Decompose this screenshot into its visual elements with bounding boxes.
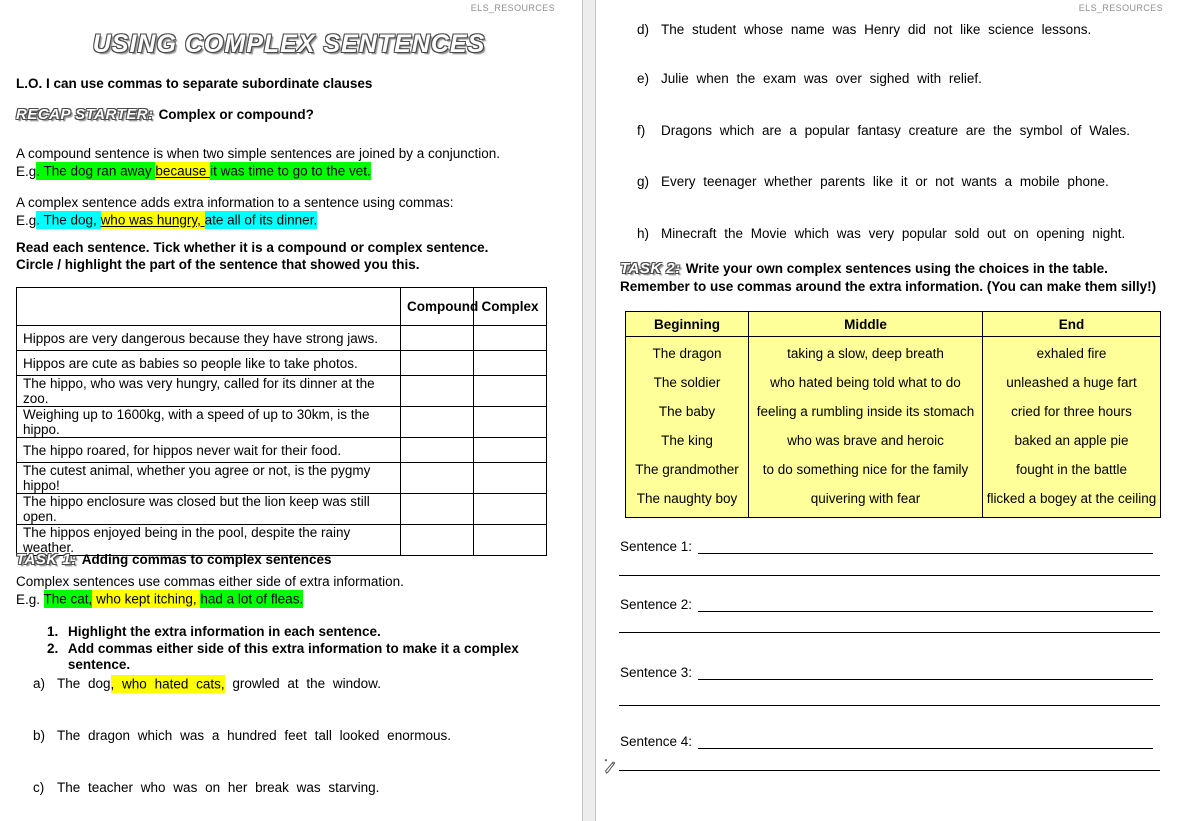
tick-cell-complex[interactable] (474, 525, 547, 556)
tick-cell-compound[interactable] (401, 351, 474, 376)
header-beginning: Beginning (626, 312, 749, 337)
table-row (17, 326, 547, 351)
highlight-cyan-segment: ate all of its dinner. (204, 212, 318, 228)
highlight-yellow-segment: who was hungry, (100, 212, 205, 228)
step-text: Highlight the extra information in each sentence. (68, 624, 381, 639)
task1-label: TASK 1: (16, 551, 77, 568)
page-2 (596, 0, 1177, 821)
sentence-2-row (620, 595, 1153, 612)
question-b (33, 728, 451, 743)
sentence-1-label: Sentence 1: (620, 539, 693, 554)
task1-example (16, 591, 404, 609)
sentence-cell: The hippos enjoyed being in the pool, despite the rainy weather. (17, 525, 401, 556)
table-row (17, 376, 547, 407)
choice-item: who hated being told what to do (770, 375, 961, 390)
recap-starter-label: RECAP STARTER: (16, 106, 154, 123)
question-e (637, 71, 982, 86)
question-label: f) (637, 123, 646, 138)
complex-explainer (16, 194, 453, 229)
sentence-choices-table (625, 311, 1161, 518)
task2-heading-line1 (620, 260, 1156, 278)
question-text: Dragons which are a popular fantasy creature are the symbol of Wales. (661, 123, 1130, 138)
watermark-left: ELS_RESOURCES (470, 3, 555, 13)
question-text: The dragon which was a hundred feet tall looked enormous. (57, 728, 451, 743)
sentence-cell: The hippo enclosure was closed but the lion keep was still open. (17, 494, 401, 525)
tick-cell-compound[interactable] (401, 463, 474, 494)
eg-prefix: E.g (16, 163, 37, 179)
table-header-row (17, 288, 547, 326)
complex-example (16, 212, 453, 230)
recap-starter-heading (16, 106, 314, 124)
complex-intro: A complex sentence adds extra information to a sentence using commas: (16, 195, 454, 210)
sentence-cell: The hippo roared, for hippos never wait for their food. (17, 438, 401, 463)
table-instructions (16, 240, 488, 273)
tick-cell-complex[interactable] (474, 494, 547, 525)
sentence-1-write-line[interactable] (698, 537, 1153, 554)
page-1 (0, 0, 582, 821)
sentence-3-label: Sentence 3: (620, 665, 693, 680)
compound-example (16, 163, 500, 181)
tick-cell-complex[interactable] (474, 438, 547, 463)
question-d (637, 22, 1091, 37)
highlight-yellow-segment: , who hated cats, (110, 676, 225, 691)
sentence-cell: The cutest animal, whether you agree or not, is the pygmy hippo! (17, 463, 401, 494)
question-text (57, 676, 381, 691)
question-label: a) (33, 676, 46, 691)
compound-explainer (16, 145, 500, 180)
sentence-1-row (620, 537, 1153, 554)
recap-starter-title: Complex or compound? (158, 107, 314, 122)
sentence-cell: The hippo, who was very hungry, called for its dinner at the zoo. (17, 376, 401, 407)
tick-cell-compound[interactable] (401, 438, 474, 463)
watermark-right: ELS_RESOURCES (1078, 3, 1163, 13)
tick-cell-complex[interactable] (474, 463, 547, 494)
task1-heading (16, 551, 332, 569)
sentence-2-write-line[interactable] (698, 595, 1153, 612)
plain-segment: growled at the window. (224, 676, 381, 691)
table-row (17, 438, 547, 463)
end-column (983, 337, 1161, 518)
question-h (637, 226, 1125, 241)
question-label: g) (637, 174, 650, 189)
tick-cell-compound[interactable] (401, 376, 474, 407)
question-label: e) (637, 71, 650, 86)
learning-objective: L.O. I can use commas to separate subordinate clauses (16, 76, 373, 91)
task1-title: Adding commas to complex sentences (81, 552, 332, 567)
sentence-3-write-line[interactable] (698, 663, 1153, 680)
choice-item: taking a slow, deep breath (787, 346, 944, 361)
question-a (33, 676, 381, 691)
highlight-yellow-segment: because (155, 163, 211, 179)
header-complex: Complex (474, 288, 547, 326)
choice-item: unleashed a huge fart (1006, 375, 1137, 390)
highlight-yellow-segment: who kept itching, (92, 591, 201, 607)
sentence-3-continuation-line[interactable] (619, 689, 1160, 706)
sentence-4-continuation-line[interactable] (619, 754, 1160, 771)
choice-item: flicked a bogey at the ceiling (986, 491, 1157, 506)
highlight-green-segment: . The dog ran away (36, 163, 156, 179)
task1-steps (47, 624, 582, 674)
tick-cell-complex[interactable] (474, 326, 547, 351)
step-text: Add commas either side of this extra information to make it a complex sentence. (67, 640, 519, 672)
choice-item: fought in the battle (1015, 462, 1128, 477)
choice-item: exhaled fire (1036, 346, 1107, 361)
tick-cell-complex[interactable] (474, 351, 547, 376)
middle-column (749, 337, 983, 518)
task2-heading (620, 260, 1156, 296)
sentence-2-continuation-line[interactable] (619, 616, 1160, 633)
step-number: 2. (47, 640, 59, 656)
tick-cell-compound[interactable] (401, 407, 474, 438)
choice-item: feeling a rumbling inside its stomach (756, 404, 975, 419)
question-text: The teacher who was on her break was starving. (57, 780, 380, 795)
header-compound: Compound (401, 288, 474, 326)
question-f (637, 123, 1130, 138)
sentence-4-write-line[interactable] (698, 732, 1153, 749)
plain-segment: The dog (57, 676, 111, 691)
sentence-cell: Weighing up to 1600kg, with a speed of up to 30km, is the hippo. (17, 407, 401, 438)
question-label: b) (33, 728, 46, 743)
choice-item: The king (661, 433, 713, 448)
choices-header-row (626, 312, 1161, 337)
tick-cell-compound[interactable] (401, 326, 474, 351)
choice-item: The naughty boy (636, 491, 738, 506)
task1-body (16, 573, 404, 608)
choice-item: The dragon (652, 346, 722, 361)
choices-body-row (626, 337, 1161, 518)
question-label: d) (637, 22, 650, 37)
eg-prefix: E.g. (16, 591, 44, 607)
page-title: USING COMPLEX SENTENCES (92, 30, 486, 58)
question-label: h) (637, 226, 650, 241)
page-divider (582, 0, 596, 821)
sentence-cell: Hippos are cute as babies so people like to take photos. (17, 351, 401, 376)
task2-label: TASK 2: (620, 260, 681, 277)
instruction-line-2: Circle / highlight the part of the sentence that showed you this. (16, 256, 420, 272)
choice-item: cried for three hours (1011, 404, 1132, 419)
highlight-green-segment: had a lot of fleas. (200, 591, 304, 607)
header-end: End (983, 312, 1161, 337)
highlight-green-segment: it was time to go to the vet. (210, 163, 371, 179)
sentence-3-row (620, 663, 1153, 680)
sentence-4-label: Sentence 4: (620, 734, 693, 749)
task2-title: Write your own complex sentences using the choices in the table. (685, 261, 1108, 276)
choice-item: to do something nice for the family (762, 462, 969, 477)
header-middle: Middle (749, 312, 983, 337)
choice-item: quivering with fear (810, 491, 921, 506)
task2-heading-line2: Remember to use commas around the extra information. (You can make them silly!) (620, 279, 1157, 294)
highlight-green-segment: The cat, (43, 591, 93, 607)
sentence-2-label: Sentence 2: (620, 597, 693, 612)
header-empty-cell (17, 288, 401, 326)
table-row (17, 407, 547, 438)
choice-item: who was brave and heroic (787, 433, 944, 448)
task1-intro: Complex sentences use commas either side of extra information. (16, 574, 404, 589)
beginning-column (626, 337, 749, 518)
question-text: Minecraft the Movie which was very popular sold out on opening night. (661, 226, 1126, 241)
tick-cell-complex[interactable] (474, 407, 547, 438)
highlight-cyan-segment: . The dog, (36, 212, 101, 228)
question-label: c) (33, 780, 45, 795)
table-row (17, 351, 547, 376)
instruction-line-1: Read each sentence. Tick whether it is a compound or complex sentence. (16, 240, 489, 255)
question-text: Every teenager whether parents like it or not wants a mobile phone. (661, 174, 1109, 189)
step-1 (47, 624, 582, 641)
step-number: 1. (47, 624, 59, 639)
eg-prefix: E.g (16, 212, 37, 228)
table-row (17, 494, 547, 525)
choice-item: baked an apple pie (1014, 433, 1129, 448)
question-text: The student whose name was Henry did not like science lessons. (661, 22, 1092, 37)
tick-cell-compound[interactable] (401, 494, 474, 525)
choice-item: The baby (658, 404, 716, 419)
tick-cell-compound[interactable] (401, 525, 474, 556)
question-g (637, 174, 1109, 189)
step-2 (47, 641, 582, 674)
question-c (33, 780, 379, 795)
compound-complex-table (16, 287, 547, 556)
pen-cursor-icon (601, 756, 619, 776)
tick-cell-complex[interactable] (474, 376, 547, 407)
sentence-1-continuation-line[interactable] (619, 559, 1160, 576)
sentence-cell: Hippos are very dangerous because they have strong jaws. (17, 326, 401, 351)
choice-item: The soldier (653, 375, 721, 390)
compound-intro: A compound sentence is when two simple sentences are joined by a conjunction. (16, 146, 501, 161)
table-row (17, 463, 547, 494)
sentence-4-row (620, 732, 1153, 749)
choice-item: The grandmother (635, 462, 739, 477)
question-text: Julie when the exam was over sighed with relief. (661, 71, 982, 86)
